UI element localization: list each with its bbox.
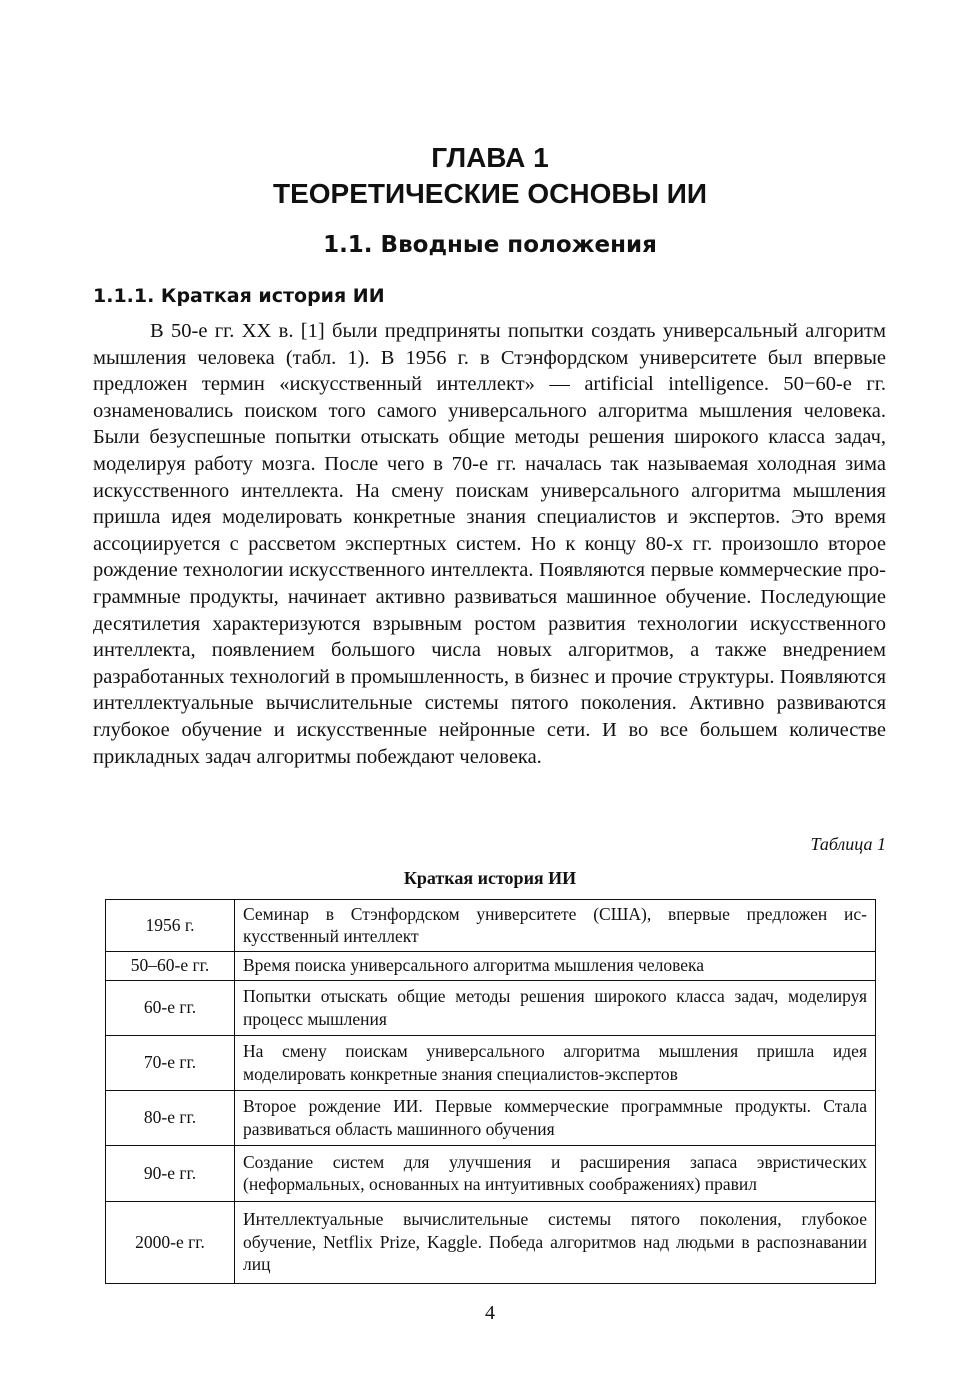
event-cell: Семинар в Стэнфордском университете (США), впервые предложен искусственный интеллект <box>235 900 876 952</box>
event-cell: Второе рождение ИИ. Первые коммерческие программные продукты. Стала развиваться область машинного обучения <box>235 1091 876 1146</box>
history-table <box>105 899 876 1284</box>
body-paragraph: В 50-е гг. XX в. [1] были предприняты попытки создать универсальный алгоритм мышления человека (табл. 1). В 1956 г. в Стэнфордском университете был впервые предложен термин «искусственный интеллект» — artificial intelligence. 50−60-е гг. ознаменовались поиском того самого универсального алгоритма мышления человека. Были безуспешные попытки отыскать общие методы решения широкого класса задач, моделируя работу мозга. После чего в 70-е гг. началась так называемая холодная зима искусственного интеллекта. На смену поискам универсального алгоритма мышления пришла идея моделировать конкретные знания специалистов и экспертов. Это время ассоциируется с рассветом экспертных систем. Но к концу 80-х гг. произошло второе рождение технологии искусственного интеллекта. Появляются первые коммерческие программные продукты, начинает активно развиваться машинное обучение. Последующие десятилетия характеризуются взрывным ростом развития технологии искусственного интеллекта, появлением большого числа новых алгоритмов, а также внедрением разработанных технологий в промышленность, в бизнес и прочие структуры. Появляются интеллектуальные вычислительные системы пятого поколения. Активно развиваются глубокое обучение и искусственные нейронные сети. И во все большем количестве прикладных задач алгоритмы побеждают человека. <box>93 320 886 768</box>
table-row <box>106 952 876 981</box>
table-row <box>106 981 876 1036</box>
chapter-number: ГЛАВА 1 <box>431 142 549 173</box>
subsection-heading: 1.1.1. Краткая история ИИ <box>93 285 385 307</box>
event-cell: Интеллектуальные вычислительные системы пятого поколения, глубокое обучение, Netflix Prize, Kaggle. Победа алгоритмов над людьми в распознавании лиц <box>235 1202 876 1284</box>
period-cell: 80-е гг. <box>106 1091 235 1146</box>
table-row <box>106 900 876 952</box>
event-cell: Создание систем для улучшения и расширения запаса эвристических (неформальных, основанных на интуитивных соображениях) правил <box>235 1146 876 1202</box>
table-label: Таблица 1 <box>810 834 886 854</box>
table-title: Краткая история ИИ <box>403 868 577 888</box>
chapter-title: ТЕОРЕТИЧЕСКИЕ ОСНОВЫ ИИ <box>272 178 708 209</box>
period-cell: 90-е гг. <box>106 1146 235 1202</box>
period-cell: 70-е гг. <box>106 1036 235 1091</box>
table-row <box>106 1091 876 1146</box>
event-cell: На смену поискам универсального алгоритма мышления пришла идея моделировать конкретные знания специалистов-экспертов <box>235 1036 876 1091</box>
period-cell: 1956 г. <box>106 900 235 952</box>
period-cell: 50–60-е гг. <box>106 952 235 981</box>
section-heading: 1.1. Вводные положения <box>323 232 657 258</box>
period-cell: 60-е гг. <box>106 981 235 1036</box>
period-cell: 2000-е гг. <box>106 1202 235 1284</box>
event-cell: Время поиска универсального алгоритма мышления человека <box>235 952 876 981</box>
chapter-heading <box>0 140 980 212</box>
table-row <box>106 1146 876 1202</box>
page-number: 4 <box>485 1302 495 1324</box>
table-row <box>106 1036 876 1091</box>
table-row <box>106 1202 876 1284</box>
event-cell: Попытки отыскать общие методы решения широкого класса задач, моделируя процесс мышления <box>235 981 876 1036</box>
